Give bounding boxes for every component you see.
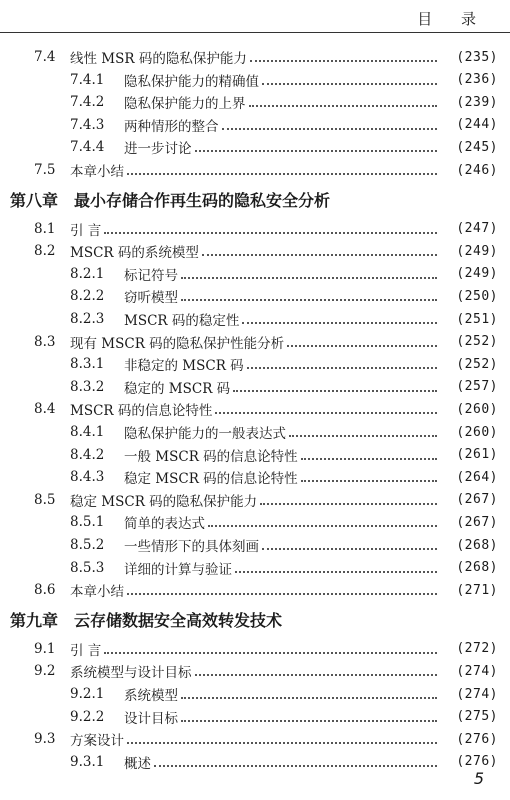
section-number: 8.5.2 [70,537,105,553]
section-number: 8.4.1 [70,424,105,440]
section-number: 8.2.1 [70,265,105,282]
page-ref: (274) [456,663,498,679]
toc-section-row [0,331,510,353]
dot-leader [262,83,437,85]
page-ref: (275) [456,709,498,725]
section-number: 9.3.1 [70,753,105,770]
section-number: 7.4.4 [70,139,105,156]
section-title: 引 言 [70,642,102,659]
section-number: 9.1 [34,640,56,657]
toc-subsection-row [0,136,510,158]
header-rule [0,32,510,33]
dot-leader [233,390,437,392]
section-number: 9.3 [34,731,56,748]
page-ref: (268) [456,560,498,576]
section-title: 两种情形的整合 [124,118,219,135]
dot-leader [262,548,437,550]
section-title: 稳定的 MSCR 码 [124,380,231,397]
dot-leader [195,150,438,152]
toc-subsection-row [0,706,510,728]
section-number: 8.3.1 [70,356,105,373]
toc-section-row [0,579,510,601]
toc-section-row [0,218,510,240]
section-title: 隐私保护能力的精确值 [124,73,259,90]
section-number: 8.6 [34,582,56,599]
section-title: MSCR 码的稳定性 [124,313,240,329]
chapter-title: 云存储数据安全高效转发技术 [74,611,283,631]
section-number: 9.2.2 [70,708,105,725]
dot-leader [250,60,437,62]
section-number: 9.2.1 [70,686,105,702]
toc-section-row [0,489,510,511]
section-number: 7.4.1 [70,71,105,88]
section-title: 现有 MSCR 码的隐私保护性能分析 [70,335,285,352]
dot-leader [249,105,438,107]
section-title: 简单的表达式 [124,516,205,533]
toc-subsection-row [0,751,510,773]
section-number: 9.2 [34,663,56,680]
section-title: 非稳定的 MSCR 码 [124,358,244,375]
section-title: 稳定 MSCR 码的信息论特性 [124,471,298,488]
toc-section-row [0,660,510,682]
dot-leader [154,765,437,767]
dot-leader [181,720,437,722]
dot-leader [289,435,437,437]
page-ref: (247) [456,221,498,237]
toc-subsection-row [0,683,510,705]
dot-leader [127,593,437,595]
toc-subsection-row [0,91,510,113]
section-title: 进一步讨论 [124,141,192,158]
dot-leader [104,232,437,234]
section-title: 方案设计 [70,733,124,750]
page-header [0,0,510,36]
page-ref: (261) [456,447,498,463]
toc-section-row [0,728,510,750]
page-ref: (235) [456,49,498,65]
page-ref: (244) [456,117,498,133]
page-ref: (236) [456,72,498,88]
page-ref: (246) [456,162,498,178]
section-number: 8.2 [34,243,56,260]
toc-subsection-row [0,534,510,556]
section-title: 本章小结 [70,164,124,180]
page-ref: (245) [456,139,498,155]
section-number: 8.5.3 [70,559,105,576]
section-title: 隐私保护能力的上界 [124,96,246,113]
page-number: 5 [473,769,484,788]
section-number: 7.4.2 [70,94,105,111]
toc-section-row [0,159,510,181]
dot-leader [127,742,437,744]
section-title: 详细的计算与验证 [124,561,232,578]
section-number: 7.4.3 [70,116,105,133]
page-ref: (267) [456,492,498,508]
section-number: 8.3.2 [70,378,105,395]
dot-leader [127,173,437,175]
dot-leader [301,458,437,460]
dot-leader [181,697,437,699]
dot-leader [181,299,437,301]
page-ref: (267) [456,514,498,530]
section-number: 8.5 [34,491,56,508]
section-number: 8.3 [34,333,56,350]
section-title: 概述 [124,755,151,772]
dot-leader [208,525,437,527]
section-title: 窃听模型 [124,290,178,307]
page-ref: (251) [456,311,498,327]
chapter-heading [10,186,330,214]
section-number: 8.5.1 [70,514,105,531]
page-ref: (264) [456,469,498,485]
section-number: 8.4.3 [70,469,105,486]
toc-subsection-row [0,466,510,488]
page-ref: (272) [456,641,498,657]
dot-leader [242,322,437,324]
section-number: 7.4 [34,49,56,65]
section-number: 8.4.2 [70,446,105,463]
chapter-title: 最小存储合作再生码的隐私安全分析 [74,191,331,211]
section-title: MSCR 码的系统模型 [70,245,199,262]
section-title: MSCR 码的信息论特性 [70,403,213,420]
dot-leader [287,345,437,347]
page-ref: (239) [456,94,498,110]
toc-subsection-row [0,511,510,533]
section-title: 一些情形下的具体刻画 [124,539,259,555]
section-title: 一般 MSCR 码的信息论特性 [124,448,298,465]
toc-subsection-row [0,444,510,466]
toc-section-row [0,638,510,660]
section-title: 系统模型 [124,688,178,704]
toc-subsection-row [0,557,510,579]
toc-subsection-row [0,114,510,136]
header-title: 目 录 [417,10,488,28]
page-ref: (276) [456,731,498,747]
dot-leader [202,254,437,256]
section-title: 本章小结 [70,584,124,601]
page-ref: (249) [456,243,498,259]
toc-subsection-row [0,376,510,398]
section-title: 标记符号 [124,267,178,284]
page-ref: (252) [456,334,498,350]
toc-section-row [0,46,510,68]
page-ref: (274) [456,686,498,702]
dot-leader [215,412,437,414]
dot-leader [247,367,437,369]
dot-leader [260,503,437,505]
section-title: 系统模型与设计目标 [70,665,192,682]
page-ref: (250) [456,288,498,304]
toc-subsection-row [0,285,510,307]
dot-leader [104,652,437,654]
section-title: 线性 MSR 码的隐私保护能力 [70,51,247,67]
page-ref: (271) [456,582,498,598]
chapter-number: 第八章 [10,191,59,211]
toc-subsection-row [0,353,510,375]
section-title: 稳定 MSCR 码的隐私保护能力 [70,493,258,510]
toc-subsection-row [0,263,510,285]
dot-leader [301,480,437,482]
page-ref: (268) [456,537,498,553]
page-ref: (257) [456,379,498,395]
dot-leader [235,571,437,573]
page-ref: (260) [456,401,498,417]
dot-leader [181,277,437,279]
page-ref: (249) [456,266,498,282]
toc-subsection-row [0,421,510,443]
section-title: 设计目标 [124,710,178,727]
section-number: 8.1 [34,220,56,237]
chapter-number: 第九章 [10,611,59,631]
page-ref: (252) [456,356,498,372]
section-number: 8.2.3 [70,311,105,327]
dot-leader [222,128,438,130]
page-ref: (276) [456,754,498,770]
toc-subsection-row [0,69,510,91]
toc-subsection-row [0,308,510,330]
chapter-heading [10,606,282,634]
section-title: 引 言 [70,222,102,239]
section-number: 8.4 [34,401,56,418]
toc-section-row [0,240,510,262]
section-number: 7.5 [34,162,56,178]
toc-section-row [0,398,510,420]
dot-leader [195,674,438,676]
page-ref: (260) [456,424,498,440]
section-number: 8.2.2 [70,288,105,305]
section-title: 隐私保护能力的一般表达式 [124,426,286,442]
